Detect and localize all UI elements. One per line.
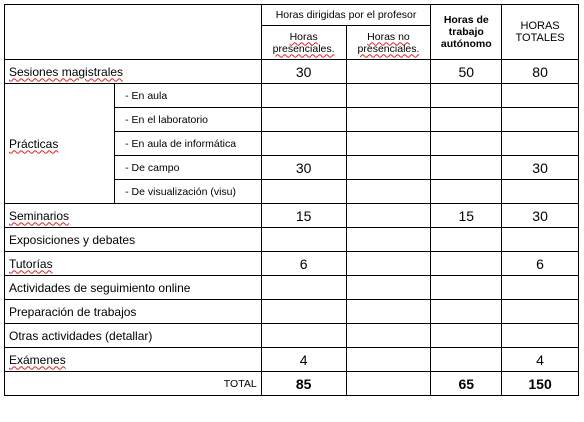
presential-value: 30: [261, 156, 346, 180]
autonomous-value: [431, 324, 502, 348]
presential-value: 15: [261, 204, 346, 228]
total-value: [502, 180, 579, 204]
sub-activity-label: - En aula de informática: [115, 132, 262, 156]
presential-value: 30: [261, 60, 346, 84]
autonomous-value: [431, 84, 502, 108]
activity-label: Preparación de trabajos: [5, 300, 262, 324]
activity-label: Actividades de seguimiento online: [5, 276, 262, 300]
header-total-hours: HORAS TOTALES: [502, 5, 579, 60]
total-value: [502, 324, 579, 348]
non-presential-value: [346, 156, 431, 180]
non-presential-value: [346, 180, 431, 204]
total-value: 6: [502, 252, 579, 276]
non-presential-value: [346, 108, 431, 132]
presential-value: [261, 324, 346, 348]
presential-value: [261, 132, 346, 156]
non-presential-value: [346, 300, 431, 324]
total-value: [502, 132, 579, 156]
non-presential-value: [346, 204, 431, 228]
total-row: [5, 372, 579, 396]
activity-label: Prácticas: [5, 84, 115, 204]
autonomous-value: 50: [431, 60, 502, 84]
header-directed-hours: Horas dirigidas por el profesor: [261, 5, 431, 26]
total-value: [502, 84, 579, 108]
activity-label: Tutorías: [5, 252, 262, 276]
presential-value: [261, 228, 346, 252]
total-value: 30: [502, 156, 579, 180]
total-value: 4: [502, 348, 579, 372]
presential-value: [261, 108, 346, 132]
table-row: [5, 324, 579, 348]
non-presential-value: [346, 132, 431, 156]
total-value: [502, 228, 579, 252]
table-row: [5, 228, 579, 252]
autonomous-value: [431, 156, 502, 180]
total-value: [502, 276, 579, 300]
table-row: [5, 348, 579, 372]
sub-activity-label: - En el laboratorio: [115, 108, 262, 132]
total-value: 30: [502, 204, 579, 228]
total-presential: 85: [261, 372, 346, 396]
presential-value: [261, 180, 346, 204]
total-value: 80: [502, 60, 579, 84]
total-non-presential: [346, 372, 431, 396]
autonomous-value: [431, 228, 502, 252]
autonomous-value: [431, 300, 502, 324]
table-row: [5, 60, 579, 84]
autonomous-value: [431, 108, 502, 132]
header-non-presential: Horas no presenciales.: [346, 26, 431, 60]
presential-value: [261, 300, 346, 324]
sub-activity-label: - De campo: [115, 156, 262, 180]
non-presential-value: [346, 348, 431, 372]
header-autonomous-hours: Horas de trabajo autónomo: [431, 5, 502, 60]
activity-label: Exposiciones y debates: [5, 228, 262, 252]
autonomous-value: 15: [431, 204, 502, 228]
presential-value: [261, 84, 346, 108]
hours-table: [4, 4, 579, 396]
non-presential-value: [346, 252, 431, 276]
total-value: [502, 108, 579, 132]
non-presential-value: [346, 60, 431, 84]
table-row: [5, 204, 579, 228]
autonomous-value: [431, 180, 502, 204]
table-row: [5, 84, 579, 108]
header-empty-corner: [5, 5, 262, 60]
activity-label: Exámenes: [5, 348, 262, 372]
activity-label: Seminarios: [5, 204, 262, 228]
activity-label: Otras actividades (detallar): [5, 324, 262, 348]
non-presential-value: [346, 324, 431, 348]
header-presential: Horas presenciales.: [261, 26, 346, 60]
presential-value: 4: [261, 348, 346, 372]
table-row: [5, 276, 579, 300]
presential-value: [261, 276, 346, 300]
table-row: [5, 300, 579, 324]
non-presential-value: [346, 84, 431, 108]
non-presential-value: [346, 276, 431, 300]
total-value: [502, 300, 579, 324]
total-autonomous: 65: [431, 372, 502, 396]
table-row: [5, 252, 579, 276]
autonomous-value: [431, 132, 502, 156]
non-presential-value: [346, 228, 431, 252]
autonomous-value: [431, 252, 502, 276]
sub-activity-label: - En aula: [115, 84, 262, 108]
autonomous-value: [431, 348, 502, 372]
total-label: TOTAL: [5, 372, 262, 396]
activity-label: Sesiones magistrales: [5, 60, 262, 84]
presential-value: 6: [261, 252, 346, 276]
header-row-1: [5, 5, 579, 26]
sub-activity-label: - De visualización (visu): [115, 180, 262, 204]
autonomous-value: [431, 276, 502, 300]
total-total: 150: [502, 372, 579, 396]
